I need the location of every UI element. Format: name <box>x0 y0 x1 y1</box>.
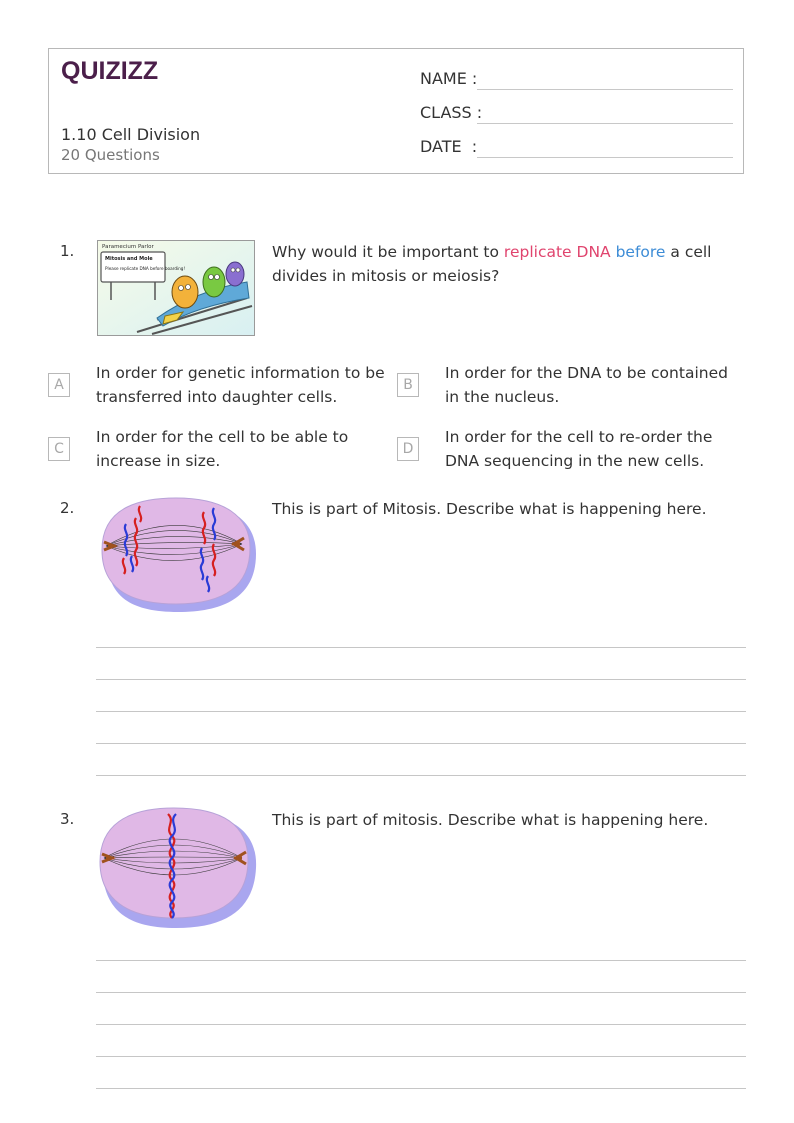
option-c-text: In order for the cell to be able to increase in size. <box>96 428 349 470</box>
name-field[interactable] <box>477 89 733 90</box>
answer-line[interactable] <box>96 1056 746 1057</box>
option-d-text: In order for the cell to re-order the DNA sequencing in the new cells. <box>445 428 713 470</box>
option-d-box[interactable]: D <box>397 437 419 461</box>
answer-line[interactable] <box>96 711 746 712</box>
highlight-before: before <box>615 243 666 261</box>
answer-line[interactable] <box>96 647 746 648</box>
class-field[interactable] <box>477 123 733 124</box>
option-b-box[interactable]: B <box>397 373 419 397</box>
banner-line-1: Mitosis and Mole <box>105 256 153 262</box>
answer-line[interactable] <box>96 1024 746 1025</box>
answer-line[interactable] <box>96 1088 746 1089</box>
question-number: 2. <box>60 499 75 517</box>
highlight-replicate-dna: replicate DNA <box>503 243 611 261</box>
option-a-text: In order for genetic information to be transferred into daughter cells. <box>96 364 385 406</box>
answer-line[interactable] <box>96 775 746 776</box>
name-label: NAME : <box>420 69 478 88</box>
answer-line[interactable] <box>96 960 746 961</box>
date-field[interactable] <box>477 157 733 158</box>
option-a-box[interactable]: A <box>48 373 70 397</box>
class-label: CLASS : <box>420 103 483 122</box>
worksheet-title: 1.10 Cell Division <box>61 125 201 144</box>
question-count: 20 Questions <box>61 146 160 164</box>
banner-line-2: Please replicate DNA before boarding! <box>105 266 186 271</box>
worksheet-header <box>48 48 744 174</box>
roller-coaster-illustration <box>97 240 255 336</box>
date-label: DATE : <box>420 137 478 156</box>
question-2-text: This is part of Mitosis. Describe what is happening here. <box>272 500 707 518</box>
sign-title: Paramecium Parlor <box>102 244 154 250</box>
answer-line[interactable] <box>96 679 746 680</box>
mitosis-anaphase-illustration <box>96 496 258 616</box>
mitosis-metaphase-illustration <box>96 806 258 930</box>
question-number: 3. <box>60 810 75 828</box>
question-3-text: This is part of mitosis. Describe what is happening here. <box>272 811 709 829</box>
answer-line[interactable] <box>96 992 746 993</box>
question-1-text: Why would it be important to replicate DNA before a cell divides in mitosis or meiosis? <box>272 243 712 285</box>
question-number: 1. <box>60 242 75 260</box>
option-c-box[interactable]: C <box>48 437 70 461</box>
answer-line[interactable] <box>96 743 746 744</box>
option-b-text: In order for the DNA to be contained in the nucleus. <box>445 364 728 406</box>
quizizz-logo: QUIZIZZ <box>61 57 159 85</box>
